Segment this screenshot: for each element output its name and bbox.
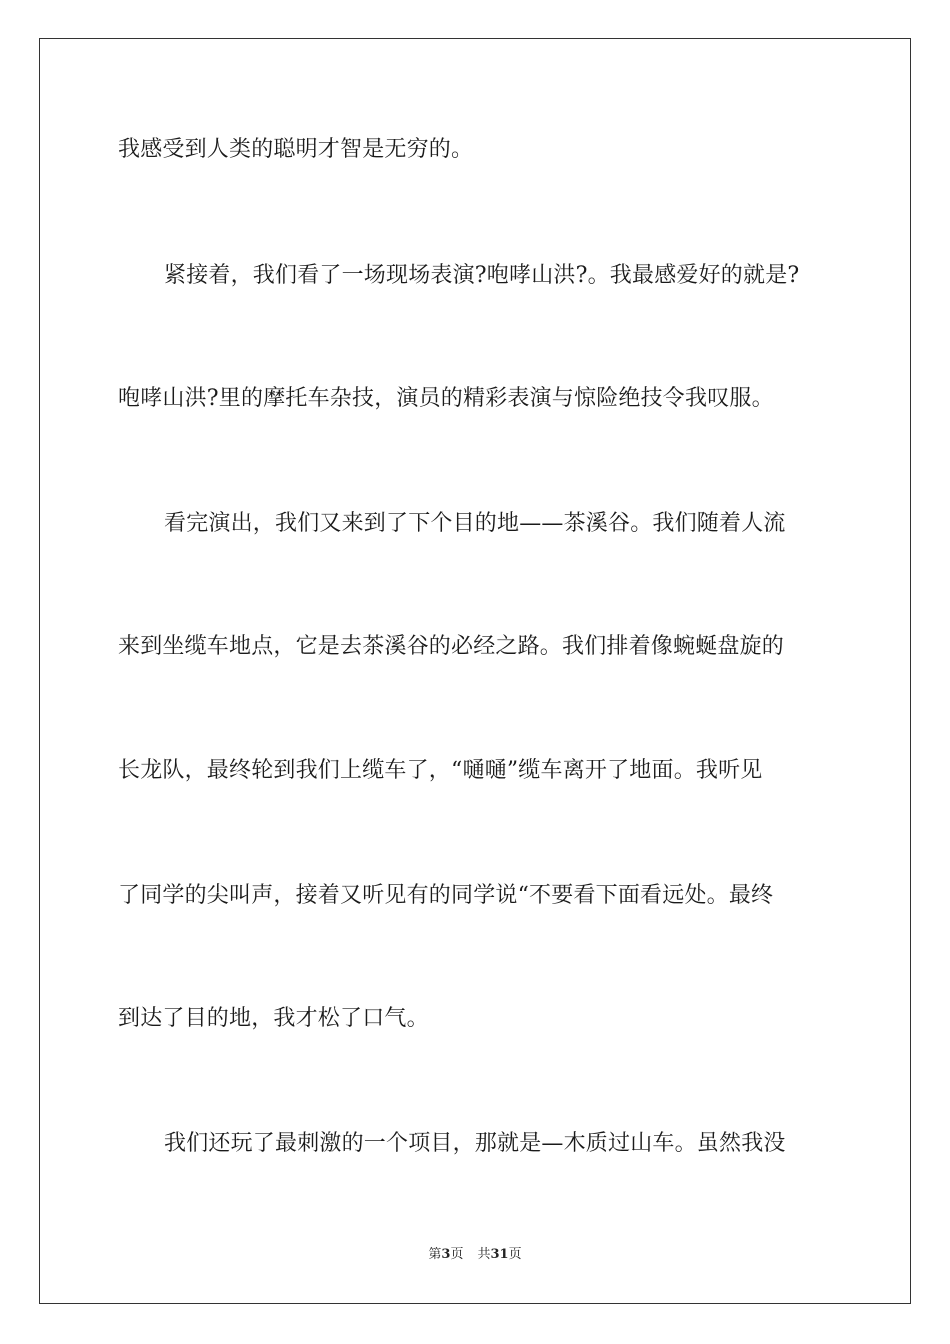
text-line-8: 到达了目的地，我才松了口气。 xyxy=(118,1006,429,1031)
page-footer xyxy=(0,1246,950,1264)
text-line-6: 长龙队，最终轮到我们上缆车了，“嗵嗵”缆车离开了地面。我听见 xyxy=(118,758,763,783)
text-line-9: 我们还玩了最刺激的一个项目，那就是—木质过山车。虽然我没 xyxy=(164,1131,786,1156)
page-suffix: 页 xyxy=(450,1247,464,1262)
total-suffix: 页 xyxy=(508,1247,522,1262)
text-line-4: 看完演出，我们又来到了下个目的地——茶溪谷。我们随着人流 xyxy=(164,511,786,536)
text-line-5: 来到坐缆车地点，它是去茶溪谷的必经之路。我们排着像蜿蜒盘旋的 xyxy=(118,634,785,659)
page-number: 3 xyxy=(441,1247,451,1262)
text-line-2: 紧接着，我们看了一场现场表演?咆哮山洪?。我最感爱好的就是? xyxy=(164,263,800,288)
text-line-7: 了同学的尖叫声，接着又听见有的同学说“不要看下面看远处。最终 xyxy=(118,883,774,908)
page-border xyxy=(39,38,911,1304)
total-prefix: 共 xyxy=(477,1247,491,1262)
text-line-3: 咆哮山洪?里的摩托车杂技，演员的精彩表演与惊险绝技令我叹服。 xyxy=(118,386,774,411)
total-pages: 31 xyxy=(490,1247,509,1262)
page-prefix: 第 xyxy=(428,1247,442,1262)
text-line-1: 我感受到人类的聪明才智是无穷的。 xyxy=(118,137,474,162)
